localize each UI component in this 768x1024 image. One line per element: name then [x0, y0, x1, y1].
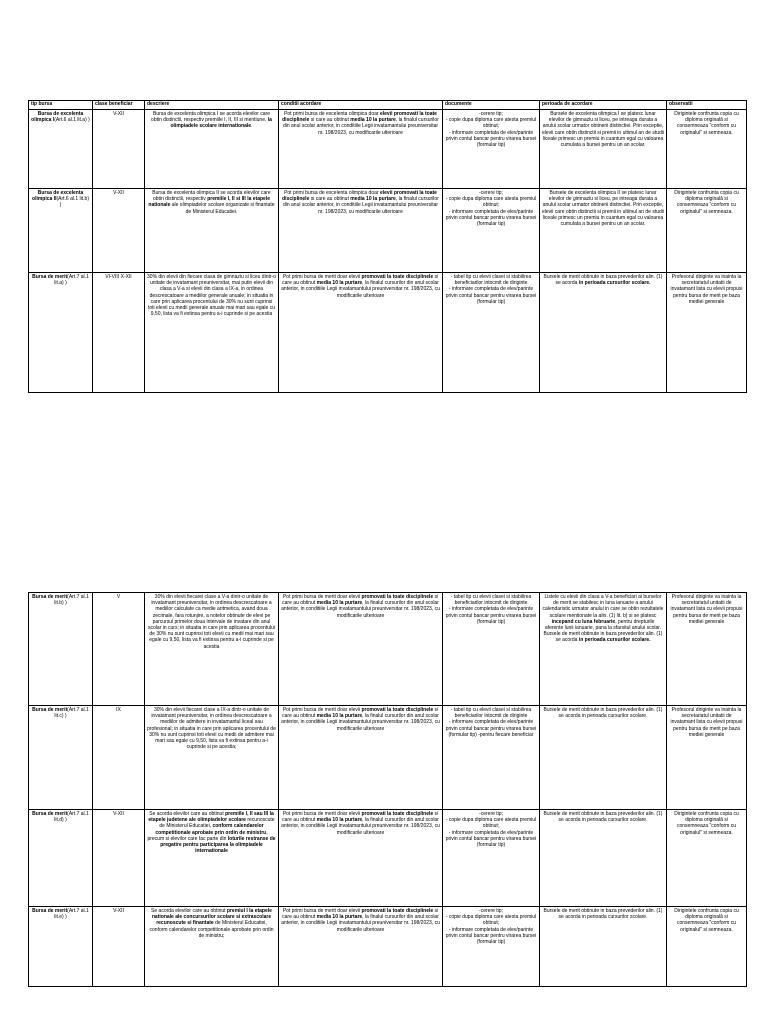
document-item: - informare completata de elev/parinte privin contul bancar pentru virarea bursei (formular tip) — [445, 286, 537, 305]
cell-tip-bursa: Bursa de merit(Art.7 al.1 lit.e) ) — [29, 907, 93, 987]
cell-tip-bursa: Bursa de excelenta olimpica I(Art.6 al.1 lit.a) ) — [29, 110, 93, 189]
cell-perioada-de-acordare: Bursele de excelenta olimpica I se platesc lunar elevilor de gimnaziu si liceu, pe intreaga durata a anului scolar urmator obtinerii distinctiei. Prin exceptie, elevii care obtin distinctii si premii in ultimul an de studii liceale primesc un premiu in cuantum egal cu valoarea cumulata a bursei pentru un an scolar. — [540, 110, 667, 189]
bold-text: la olimpiadele scolare internationale — [170, 117, 272, 130]
document-item: - copie dupa diploma care atesta premiul obtinut; — [445, 117, 537, 130]
document-item: - informare completata de elev/parinte privin contul bancar pentru virarea bursei (formular tip) — [445, 606, 537, 625]
cell-descriere: Se acorda elevilor care au obtinut premiile I, II sau III la etapele judetene ale olimpiadelor scolare recunoscute de Ministerul Educatiei, conform calendarelor competitionale aprobate prin ordin de ministru, precum si elevilor care fac parte din loturile restranse de pregatire pentru participarea la olimpiadele internationale — [145, 810, 279, 907]
table-row — [29, 273, 747, 393]
table-row — [29, 189, 747, 273]
document-item: - informare completata de elev/parinte privin contul bancar pentru virarea bursei (formular tip) — [445, 829, 537, 849]
cell-descriere: 30% din elevii fiecarei clase a V-a dintr-o unitate de invatamant preuniversitar, in ordinea descrescatoare a mediilor calculate ca medie aritmetica, avand doua zecimale, fara rotunjire, a notelor obtinute de elevi pe parcursul primelor doua intervale de invatare din anul scolar in curs; in situatia in care prin aplicarea procentului de 30% nu sunt cuprinsi toti elevii cu medii mai mari sau egale cu 9,50, lista va fi extinsa pentru a-i cuprinde si pe acestia — [145, 593, 279, 706]
header-tip-bursa: tip bursa — [29, 101, 93, 110]
cell-conditii-acordare: Pot primi bursa de merit doar elevii promovati la toate disciplinele si care au obtinut media 10 la purtare, la finalul cursurilor din anul scolar anterior, in conditiile Legii invatamantului preuniversitar nr. 198/2023, cu modificarile ulterioare — [279, 907, 443, 987]
header-conditii-acordare: conditii acordare — [279, 101, 443, 110]
table-row — [29, 907, 747, 987]
cell-clase-beneficiar: V-XII — [93, 810, 145, 907]
cell-tip-bursa: Bursa de merit(Art.7 al.1 lit.c) ) — [29, 706, 93, 810]
cell-observatii: Dirigintele confrunta copia cu diploma originală si consemneaza "conform cu originalul" si semneaza. — [667, 110, 747, 189]
bold-text: media 10 la purtare — [316, 280, 363, 287]
cell-tip-bursa: Bursa de merit(Art.7 al.1 lit.a) ) — [29, 273, 93, 393]
tip-bursa-name: Bursa de excelenta olimpica II — [32, 190, 84, 203]
document-item: -cerere tip; — [479, 111, 503, 117]
document-item: - informare completata de elev/parinte privin contul bancar pentru virarea bursei (formular tip) — [445, 129, 537, 149]
header-observatii: observatii — [667, 101, 747, 110]
bold-text: elevii promovati la toate disciplinele — [282, 111, 437, 124]
bold-text: in perioada cursurilor scolare. — [578, 280, 651, 287]
document-item: - informare completata de elev/parinte privin contul bancar pentru virarea bursei (formular tip) -pentru fiecare beneficiar — [445, 719, 537, 738]
document-item: -cerere tip; — [479, 190, 503, 196]
document-item: - informare completata de elev/parinte privin contul bancar pentru virarea bursei (formular tip) — [445, 926, 537, 946]
bold-text: media 10 la purtare — [350, 117, 396, 124]
bold-text: promovati la toate disciplinele — [361, 594, 434, 600]
document-item: - copie dupa diploma care atesta premiul obtinut; — [445, 196, 537, 209]
cell-conditii-acordare: Pot primi bursa de merit doar elevii promovati la toate disciplinele si care au obtinut media 10 la purtare, la finalul cursurilor din anul scolar anterior, in conditiile Legii invatamantului preuniversitar nr. 198/2023, cu modificarile ulterioare — [279, 706, 443, 810]
cell-clase-beneficiar: VI-VIII X-XII — [93, 273, 145, 393]
table-body — [29, 110, 747, 393]
cell-observatii: Profesorul diriginte va inainta la secretariatul unitatii de invatamant lista cu elevii propusi pentru bursa de merit pe baza mediei generale — [667, 706, 747, 810]
cell-clase-beneficiar: V-XII — [93, 907, 145, 987]
cell-documente — [443, 810, 540, 907]
document-item: - copie dupa diploma care atesta premiul obtinut; — [445, 817, 537, 830]
cell-observatii: Dirigintele confrunta copia cu diploma originală si consemneaza "conform cu originalul" si semneaza. — [667, 189, 747, 273]
header-descriere: descriere — [145, 101, 279, 110]
tip-bursa-name: Bursa de merit — [32, 811, 68, 817]
cell-perioada-de-acordare: Bursele de merit obtinute in baza prevederilor alin. (1) se acorda in perioada cursurilor scolare. — [540, 810, 667, 907]
cell-documente — [443, 706, 540, 810]
cell-documente — [443, 110, 540, 189]
bold-text: premiul I la etapele nationale ale concursurilor scolare si extrascolare recunoscute si finantate — [151, 908, 272, 927]
table-header-row — [29, 101, 747, 110]
cell-observatii: Profesorul diriginte va inainta la secretariatul unitatii de invatamant lista cu elevii propusi pentru bursa de merit pe baza mediei generale — [667, 273, 747, 393]
bold-text: media 10 la purtare — [316, 600, 363, 607]
table-body — [29, 593, 747, 987]
cell-perioada-de-acordare: Bursele de merit obtinute in baza prevederilor alin. (1) se acorda in perioada cursurilor scolare. — [540, 706, 667, 810]
document-item: -cerere tip; — [479, 811, 503, 817]
cell-descriere: Bursa de excelenta olimpica II se acorda elevilor care obtin distinctii, respectiv premiile I, II si III la etapele nationale ale olimpiadelor scolare organizate si finantate de Ministerul Educatiei. — [145, 189, 279, 273]
bold-text: media 10 la purtare — [350, 196, 396, 203]
cell-perioada-de-acordare: Bursele de merit obtinute in baza prevederilor alin. (1) se acorda in perioada cursurilor scolare. — [540, 907, 667, 987]
cell-clase-beneficiar: V-XII — [93, 110, 145, 189]
document-item: - informare completata de elev/parinte privin contul bancar pentru virarea bursei (formular tip) — [445, 208, 537, 228]
tip-bursa-name: Bursa de merit — [32, 908, 68, 914]
cell-observatii: Profesorul diriginte va inainta la secretariatul unitatii de invatamant lista cu elevii propusi pentru bursa de merit pe baza mediei generale — [667, 593, 747, 706]
bold-text: media 10 la purtare — [316, 914, 363, 921]
document-item: - tabel tip cu elevii clasei si stabilirea beneficiarilor intocmit de diriginte — [450, 594, 532, 607]
cell-descriere: 30% din elevii din fiecare clasa de gimnaziu si liceu dintr-o unitate de invatamant preuniversitar, mai putin elevii din clasa a V-a si elevii din clasa a IX-a, in ordinea descrescatoare a mediilor generale anuale; in situatia in care prin aplicarea procentului de 30% nu sunt cuprinsi toti elevii cu medii generale anuale mai mari sau egale cu 9,50, lista va fi extinsa pentru a-i cuprinde si pe acestia — [145, 273, 279, 393]
tip-bursa-name: Bursa de merit — [32, 274, 68, 280]
cell-documente — [443, 189, 540, 273]
header-documente: documente — [443, 101, 540, 110]
document-item: - copie dupa diploma care atesta premiul obtinut; — [445, 914, 537, 927]
cell-clase-beneficiar: IX — [93, 706, 145, 810]
scholarship-table-2 — [28, 592, 747, 987]
cell-conditii-acordare: Pot primi bursa de merit doar elevii promovati la toate disciplinele si care au obtinut media 10 la purtare, la finalul cursurilor din anul scolar anterior, in conditiile Legii invatamantului preuniversitar nr. 198/2023, cu modificarile ulterioare — [279, 593, 443, 706]
cell-perioada-de-acordare: Listele cu elevii din clasa a V-a beneficiari ai burselor de merit se stabilesc in luna ianuarie a anului calendaristic urmator anului in care se obtin rezultatele scolare mentionate la alin. (1) lit. b) si se platesc incepand cu luna februarie, pentru drepturile aferente lunii ianuarie, pana la sfarsitul anului scolar. Bursele de merit obtinute in baza prevederilor alin. (1) se acorda in perioada cursurilor scolare. — [540, 593, 667, 706]
bold-text: media 10 la purtare — [316, 713, 363, 720]
bold-text: in perioada cursurilor scolare. — [578, 637, 651, 644]
cell-documente — [443, 273, 540, 393]
bold-text: media 10 la purtare — [316, 817, 363, 824]
cell-tip-bursa: Bursa de merit(Art.7 al.1 lit.d) ) — [29, 810, 93, 907]
cell-descriere: Bursa de excelenta olimpica I se acorda elevilor care obtin distinctii, respectiv premiile I, II, III si mentiune, la olimpiadele scolare internationale. — [145, 110, 279, 189]
bold-text: premiile I, II sau III la etapele judetene ale olimpiadelor scolare — [148, 811, 274, 824]
cell-conditii-acordare: Pot primi bursa de excelenta olimpica doar elevii promovati la toate disciplinele si care au obtinut media 10 la purtare, la finalul cursurilor din anul scolar anterior, in conditiile Legii invatamantului preuniversitar nr. 198/2023, cu modificarile ulterioare — [279, 189, 443, 273]
document-item: -cerere tip; — [479, 908, 503, 914]
bold-text: elevii promovati la toate disciplinele — [282, 190, 437, 203]
cell-documente — [443, 593, 540, 706]
cell-observatii: Dirigintele confrunta copia cu diploma originală si consemneaza "conform cu originalul" si semneaza. — [667, 907, 747, 987]
bold-text: premiile I, II si III la etapele nationale — [148, 196, 270, 209]
cell-perioada-de-acordare: Bursele de merit obtinute in baza prevederilor alin. (1) se acorda in perioada cursurilor scolare. — [540, 273, 667, 393]
document-item: - tabel tip cu elevii clasei si stabilirea beneficiarilor intocmit de diriginte — [450, 274, 532, 287]
cell-perioada-de-acordare: Bursele de excelenta olimpica II se platesc lunar elevilor de gimnaziu si liceu, pe intreaga durata a anului scolar urmator obtinerii distinctiei. Prin exceptie, elevii care obtin distinctii si premii in ultimul an de studii liceale primesc un premiu in cuantum egal cu valoarea cumulata a bursei pentru un an scolar. — [540, 189, 667, 273]
cell-clase-beneficiar: V-XII — [93, 189, 145, 273]
bold-text: promovati la toate disciplinele — [361, 274, 434, 280]
table-row — [29, 706, 747, 810]
cell-conditii-acordare: Pot primi bursa de merit doar elevii promovati la toate disciplinele si care au obtinut media 10 la purtare, la finalul cursurilor din anul scolar anterior, in conditiile Legii invatamantului preuniversitar nr. 198/2023, cu modificarile ulterioare — [279, 810, 443, 907]
cell-descriere: 30% din elevii fiecarei clase a IX-a dintr-o unitate de invatamant preuniversitar, in ordinea descrescatoare a mediilor de admitere in invatamantul liceal sau profesional; in situatia in care prin aplicarea procentului de 30% nu sunt cuprinsi toti elevii cu medii de admitere mai mari sau egale cu 9,50, lista va fi extinsa pentru a-i cuprinde si pe acestia; — [145, 706, 279, 810]
table-row — [29, 110, 747, 189]
tip-bursa-name: Bursa de excelenta olimpica I — [31, 111, 84, 124]
bold-text: loturile restranse de pregatire pentru participarea la olimpiadele internationale — [160, 835, 276, 855]
bold-text: conform calendarelor competitionale aprobate prin ordin de ministru — [155, 823, 267, 836]
cell-tip-bursa: Bursa de excelenta olimpica II(Art.6 al.1 lit.b) ) — [29, 189, 93, 273]
cell-observatii: Dirigintele confrunta copia cu diploma originală si consemneaza "conform cu originalul" si semneaza. — [667, 810, 747, 907]
cell-clase-beneficiar: V — [93, 593, 145, 706]
header-perioada-de-acordare: perioada de acordare — [540, 101, 667, 110]
header-clase-beneficiar: clase beneficiar — [93, 101, 145, 110]
bold-text: promovati la toate disciplinele — [361, 811, 434, 817]
document-item: - tabel tip cu elevii clasei si stabilirea beneficiarilor intocmit de diriginte — [450, 707, 532, 720]
bold-text: promovati la toate disciplinele — [361, 908, 434, 914]
bold-text: promovati la toate disciplinele — [361, 707, 434, 713]
bold-text: incepand cu luna februarie — [551, 618, 616, 625]
scholarship-table-1 — [28, 100, 747, 393]
cell-descriere: Se acorda elevilor care au obtinut premiul I la etapele nationale ale concursurilor scolare si extrascolare recunoscute si finantate de Ministerul Educatiei, conform calendarelor competitionale aprobate prin ordin de ministru; — [145, 907, 279, 987]
cell-conditii-acordare: Pot primi bursa de excelenta olimpica doar elevii promovati la toate disciplinele si care au obtinut media 10 la purtare, la finalul cursurilor din anul scolar anterior, in conditiile Legii invatamantului preuniversitar nr. 198/2023, cu modificarile ulterioare — [279, 110, 443, 189]
table-row — [29, 593, 747, 706]
table-row — [29, 810, 747, 907]
tip-bursa-name: Bursa de merit — [32, 707, 68, 713]
cell-documente — [443, 907, 540, 987]
cell-tip-bursa: Bursa de merit(Art.7 al.1 lit.b) ) — [29, 593, 93, 706]
tip-bursa-name: Bursa de merit — [32, 594, 68, 600]
cell-conditii-acordare: Pot primi bursa de merit doar elevii promovati la toate disciplinele si care au obtinut media 10 la purtare, la finalul cursurilor din anul scolar anterior, in conditiile Legii invatamantului preuniversitar nr. 198/2023, cu modificarile ulterioare — [279, 273, 443, 393]
